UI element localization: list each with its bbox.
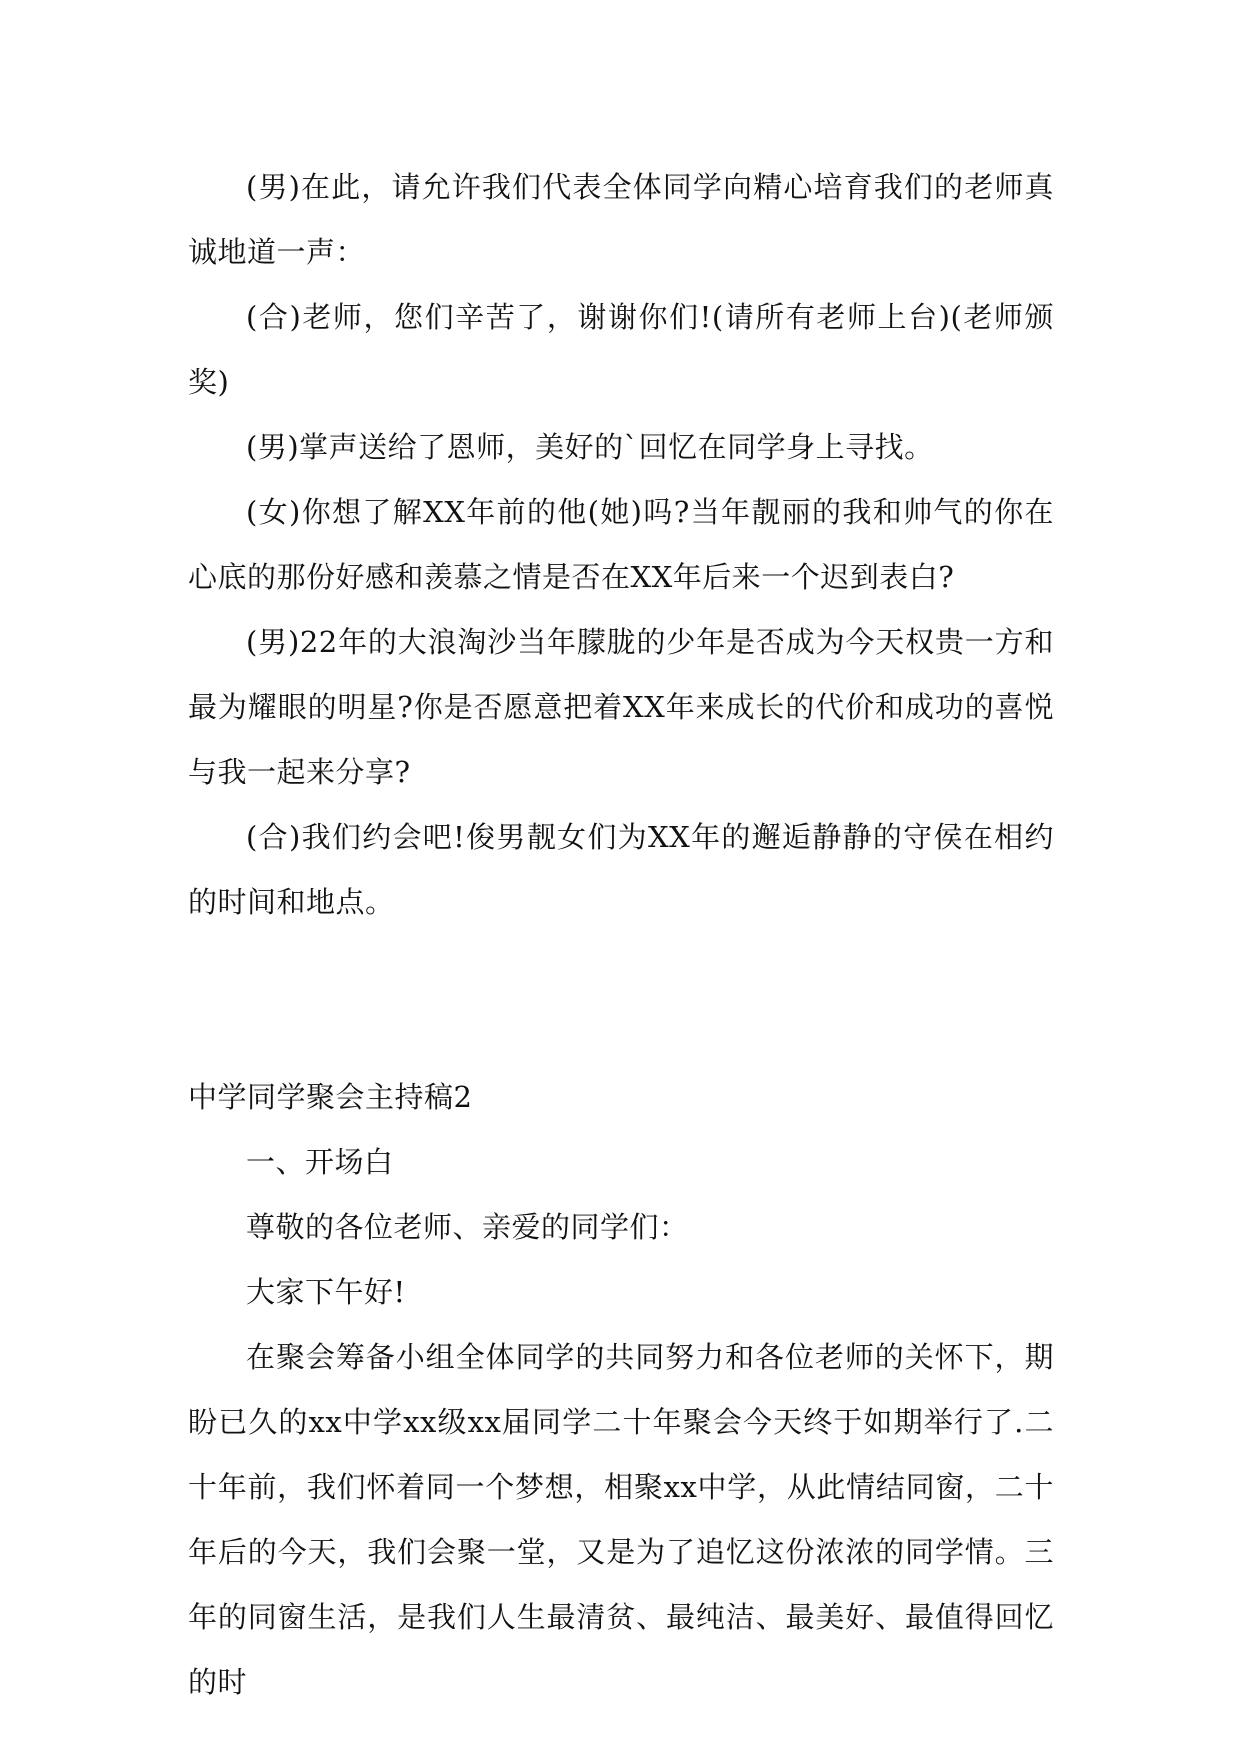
section-title: 中学同学聚会主持稿2 (188, 1080, 473, 1114)
paragraph-opening-heading: 一、开场白 (246, 1145, 394, 1179)
paragraph-greeting: 尊敬的各位老师、亲爱的同学们： (246, 1210, 689, 1244)
paragraph-male-thanks: (男)在此，请允许我们代表全体同学向精心培育我们的老师真诚地道一声： (188, 170, 1054, 269)
paragraph-reunion-intro: 在聚会筹备小组全体同学的共同努力和各位老师的关怀下，期盼已久的xx中学xx级xx届同学二十年聚会今天终于如期举行了.二十年前，我们怀着同一个梦想，相聚xx中学，从此情结同窗，二十年后的今天，我们会聚一堂，又是为了追忆这份浓浓的同学情。三年的同窗生活，是我们人生最清贫、最纯洁、最美好、最值得回忆的时 (188, 1340, 1054, 1699)
paragraph-female-question: (女)你想了解XX年前的他(她)吗?当年靓丽的我和帅气的你在心底的那份好感和羡慕之情是否在XX年后来一个迟到表白? (188, 495, 1054, 594)
paragraph-together-teachers: (合)老师，您们辛苦了，谢谢你们!(请所有老师上台)(老师颁奖) (188, 300, 1054, 399)
paragraph-together-date: (合)我们约会吧!俊男靓女们为XX年的邂逅静静的守侯在相约的时间和地点。 (188, 820, 1054, 919)
paragraph-male-applause: (男)掌声送给了恩师，美好的`回忆在同学身上寻找。 (246, 430, 934, 464)
paragraph-good-afternoon: 大家下午好! (246, 1275, 406, 1309)
document-body (188, 155, 1054, 1715)
paragraph-male-22-years: (男)22年的大浪淘沙当年朦胧的少年是否成为今天权贵一方和最为耀眼的明星?你是否愿意把着XX年来成长的代价和成功的喜悦与我一起来分享? (188, 625, 1054, 789)
